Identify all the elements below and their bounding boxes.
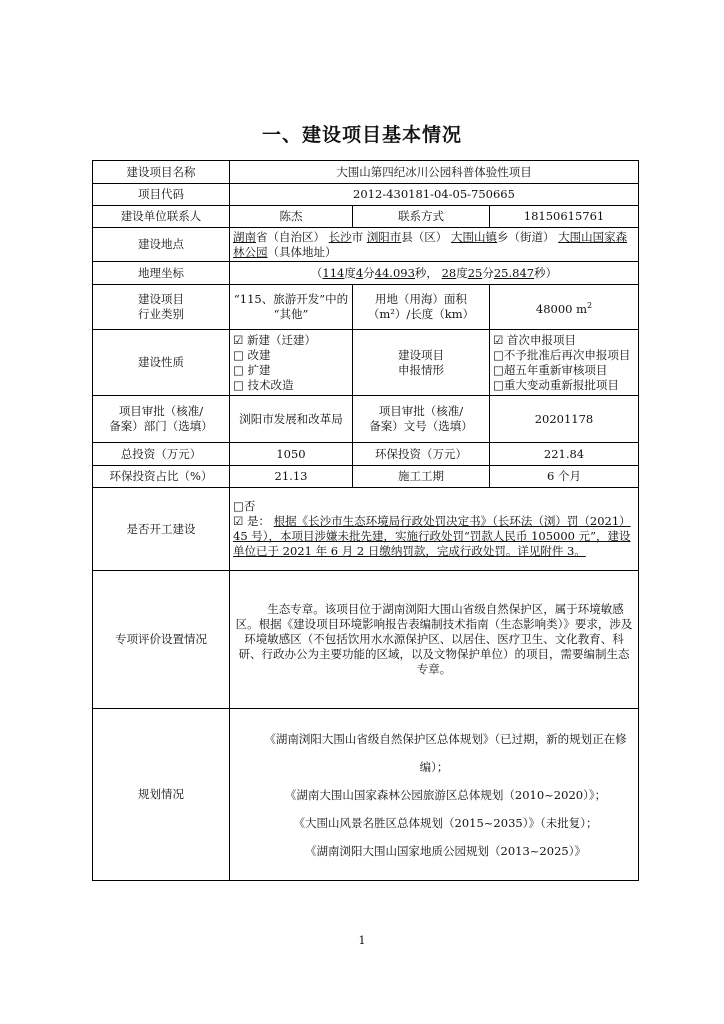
location-town: 大围山镇 — [450, 229, 497, 244]
nature-option-new: ☑ 新建（迁建） — [233, 332, 316, 347]
row-nature — [93, 330, 639, 396]
project-name-value: 大围山第四纪冰川公园科普体验性项目 — [230, 161, 639, 184]
declare-label — [353, 330, 490, 396]
project-name-label: 建设项目名称 — [93, 161, 230, 184]
coord-deg-2: 度 — [456, 265, 468, 280]
declare-option-resubmit: □不予批准后再次申报项目 — [493, 347, 631, 362]
page-number: 1 — [358, 934, 366, 947]
coord-lat-sec: 25.847 — [493, 265, 535, 280]
coordinates-value — [230, 262, 639, 285]
env-ratio-label: 环保投资占比（%） — [93, 466, 230, 488]
row-industry — [93, 285, 639, 330]
location-text-3: 县（区） — [401, 229, 448, 244]
project-code-label: 项目代码 — [93, 184, 230, 206]
planning-label: 规划情况 — [93, 709, 230, 881]
coord-min-1: 分 — [363, 265, 375, 280]
planning-item: 《湖南浏阳大围山省级自然保护区总体规划》（已过期，新的规划正在修编）； — [264, 731, 627, 774]
started-penalty-text: 根据《长沙市生态环境局行政处罚决定书》（长环法（浏）罚（2021）45 号），本项目涉嫌未批先建，实施行政处罚“罚款人民币 105000 元”，建设单位已于 2021 年 6 月 2 日缴纳罚款，完成行政处罚。详见附件 3。 — [233, 514, 631, 558]
location-city: 长沙 — [328, 229, 352, 244]
special-value — [230, 571, 639, 709]
row-coordinates — [93, 262, 639, 285]
nature-option-rebuild: □ 改建 — [233, 347, 271, 362]
approval-doc-label-2: 备案）文号（选填） — [369, 419, 473, 433]
coord-deg-1: 度 — [344, 265, 356, 280]
area-value — [490, 285, 639, 330]
declare-label-1: 建设项目 — [398, 347, 444, 362]
approval-dept-label — [93, 396, 230, 443]
location-county: 浏阳市 — [366, 229, 402, 244]
phone-label: 联系方式 — [353, 206, 490, 228]
industry-value-1: “115、旅游开发”中的 — [233, 292, 349, 306]
location-province: 湖南 — [233, 229, 256, 244]
coord-open: （ — [310, 265, 323, 280]
declare-options — [490, 330, 639, 396]
phone-value: 18150615761 — [490, 206, 639, 228]
row-project-name — [93, 161, 639, 184]
contact-label: 建设单位联系人 — [93, 206, 230, 228]
special-text: 生态专章。该项目位于湖南浏阳大围山省级自然保护区，属于环境敏感区。根据《建设项目环境影响报告表编制技术指南（生态影响类）》要求，涉及环境敏感区（不包括饮用水水源保护区、以居住、医疗卫生、文化教育、科研、行政办公为主要功能的区域，以及文物保护单位）的项目，需要编制生态专章。 — [235, 602, 633, 676]
project-code-value: 2012-430181-04-05-750665 — [230, 184, 639, 206]
env-ratio-value: 21.13 — [230, 466, 353, 488]
special-label: 专项评价设置情况 — [93, 571, 230, 709]
row-project-code — [93, 184, 639, 206]
env-investment-label: 环保投资（万元） — [353, 443, 490, 466]
planning-item: 《大围山风景名胜区总体规划（2015~2035）》（未批复）； — [293, 815, 598, 830]
planning-item: 《湖南大围山国家森林公园旅游区总体规划（2010~2020）》； — [284, 787, 607, 802]
period-value: 6 个月 — [490, 466, 639, 488]
area-number: 48000 m — [535, 301, 588, 316]
period-label: 施工工期 — [353, 466, 490, 488]
coord-close: 秒） — [534, 265, 558, 280]
coord-min-2: 分 — [482, 265, 494, 280]
coord-lon-min: 4 — [355, 265, 364, 280]
approval-doc-label — [353, 396, 490, 443]
page-title: 一、建设项目基本情况 — [261, 124, 462, 146]
location-text-4: 乡（街道） — [496, 229, 555, 244]
coord-lon-deg: 114 — [322, 265, 345, 280]
area-label-2: （m²）/长度（km） — [367, 307, 475, 321]
planning-item: 《湖南浏阳大围山国家地质公园规划（2013~2025）》 — [305, 843, 586, 858]
industry-label-1: 建设项目 — [138, 292, 184, 306]
nature-label: 建设性质 — [93, 330, 230, 396]
started-option-yes: ☑ 是： — [233, 514, 270, 528]
approval-dept-value: 浏阳市发展和改革局 — [230, 396, 353, 443]
contact-value: 陈杰 — [230, 206, 353, 228]
declare-option-five-year: □超五年重新审核项目 — [493, 362, 608, 377]
coord-sec-1: 秒， — [414, 265, 438, 280]
row-planning — [93, 709, 639, 881]
row-investment — [93, 443, 639, 466]
nature-options — [230, 330, 353, 396]
approval-doc-value: 20201178 — [490, 396, 639, 443]
total-investment-label: 总投资（万元） — [93, 443, 230, 466]
coordinates-label: 地理坐标 — [93, 262, 230, 285]
nature-option-expand: □ 扩建 — [233, 362, 271, 377]
location-text-2: 市 — [351, 229, 364, 244]
row-contact — [93, 206, 639, 228]
industry-value — [230, 285, 353, 330]
project-info-table — [92, 160, 639, 881]
approval-dept-label-2: 备案）部门（选填） — [109, 419, 213, 433]
location-text-5: （具体地址） — [267, 244, 337, 259]
coord-lat-deg: 28 — [441, 265, 457, 280]
location-value — [230, 228, 639, 262]
declare-option-major-change: □重大变动重新报批项目 — [493, 377, 619, 392]
nature-option-tech: □ 技术改造 — [233, 377, 294, 392]
started-label: 是否开工建设 — [93, 488, 230, 571]
declare-label-2: 申报情形 — [398, 362, 444, 377]
planning-value — [230, 709, 639, 881]
industry-label-2: 行业类别 — [138, 307, 184, 321]
location-label: 建设地点 — [93, 228, 230, 262]
total-investment-value: 1050 — [230, 443, 353, 466]
row-started — [93, 488, 639, 571]
row-ratio — [93, 466, 639, 488]
started-option-no: □否 — [233, 499, 256, 513]
area-unit-sup: 2 — [587, 300, 593, 310]
industry-value-2: “其他” — [273, 307, 309, 321]
location-detail: 大围山国家森林公园 — [233, 229, 628, 259]
coord-lat-min: 25 — [467, 265, 483, 280]
coord-lon-sec: 44.093 — [374, 265, 415, 280]
area-label-1: 用地（用海）面积 — [375, 292, 467, 306]
approval-doc-label-1: 项目审批（核准/ — [378, 404, 464, 418]
started-value — [230, 488, 639, 571]
area-label — [353, 285, 490, 330]
declare-option-first: ☑ 首次申报项目 — [493, 332, 576, 347]
row-special — [93, 571, 639, 709]
env-investment-value: 221.84 — [490, 443, 639, 466]
row-approval — [93, 396, 639, 443]
industry-label — [93, 285, 230, 330]
location-text-1: 省（自治区） — [256, 229, 325, 244]
approval-dept-label-1: 项目审批（核准/ — [118, 404, 204, 418]
row-location — [93, 228, 639, 262]
